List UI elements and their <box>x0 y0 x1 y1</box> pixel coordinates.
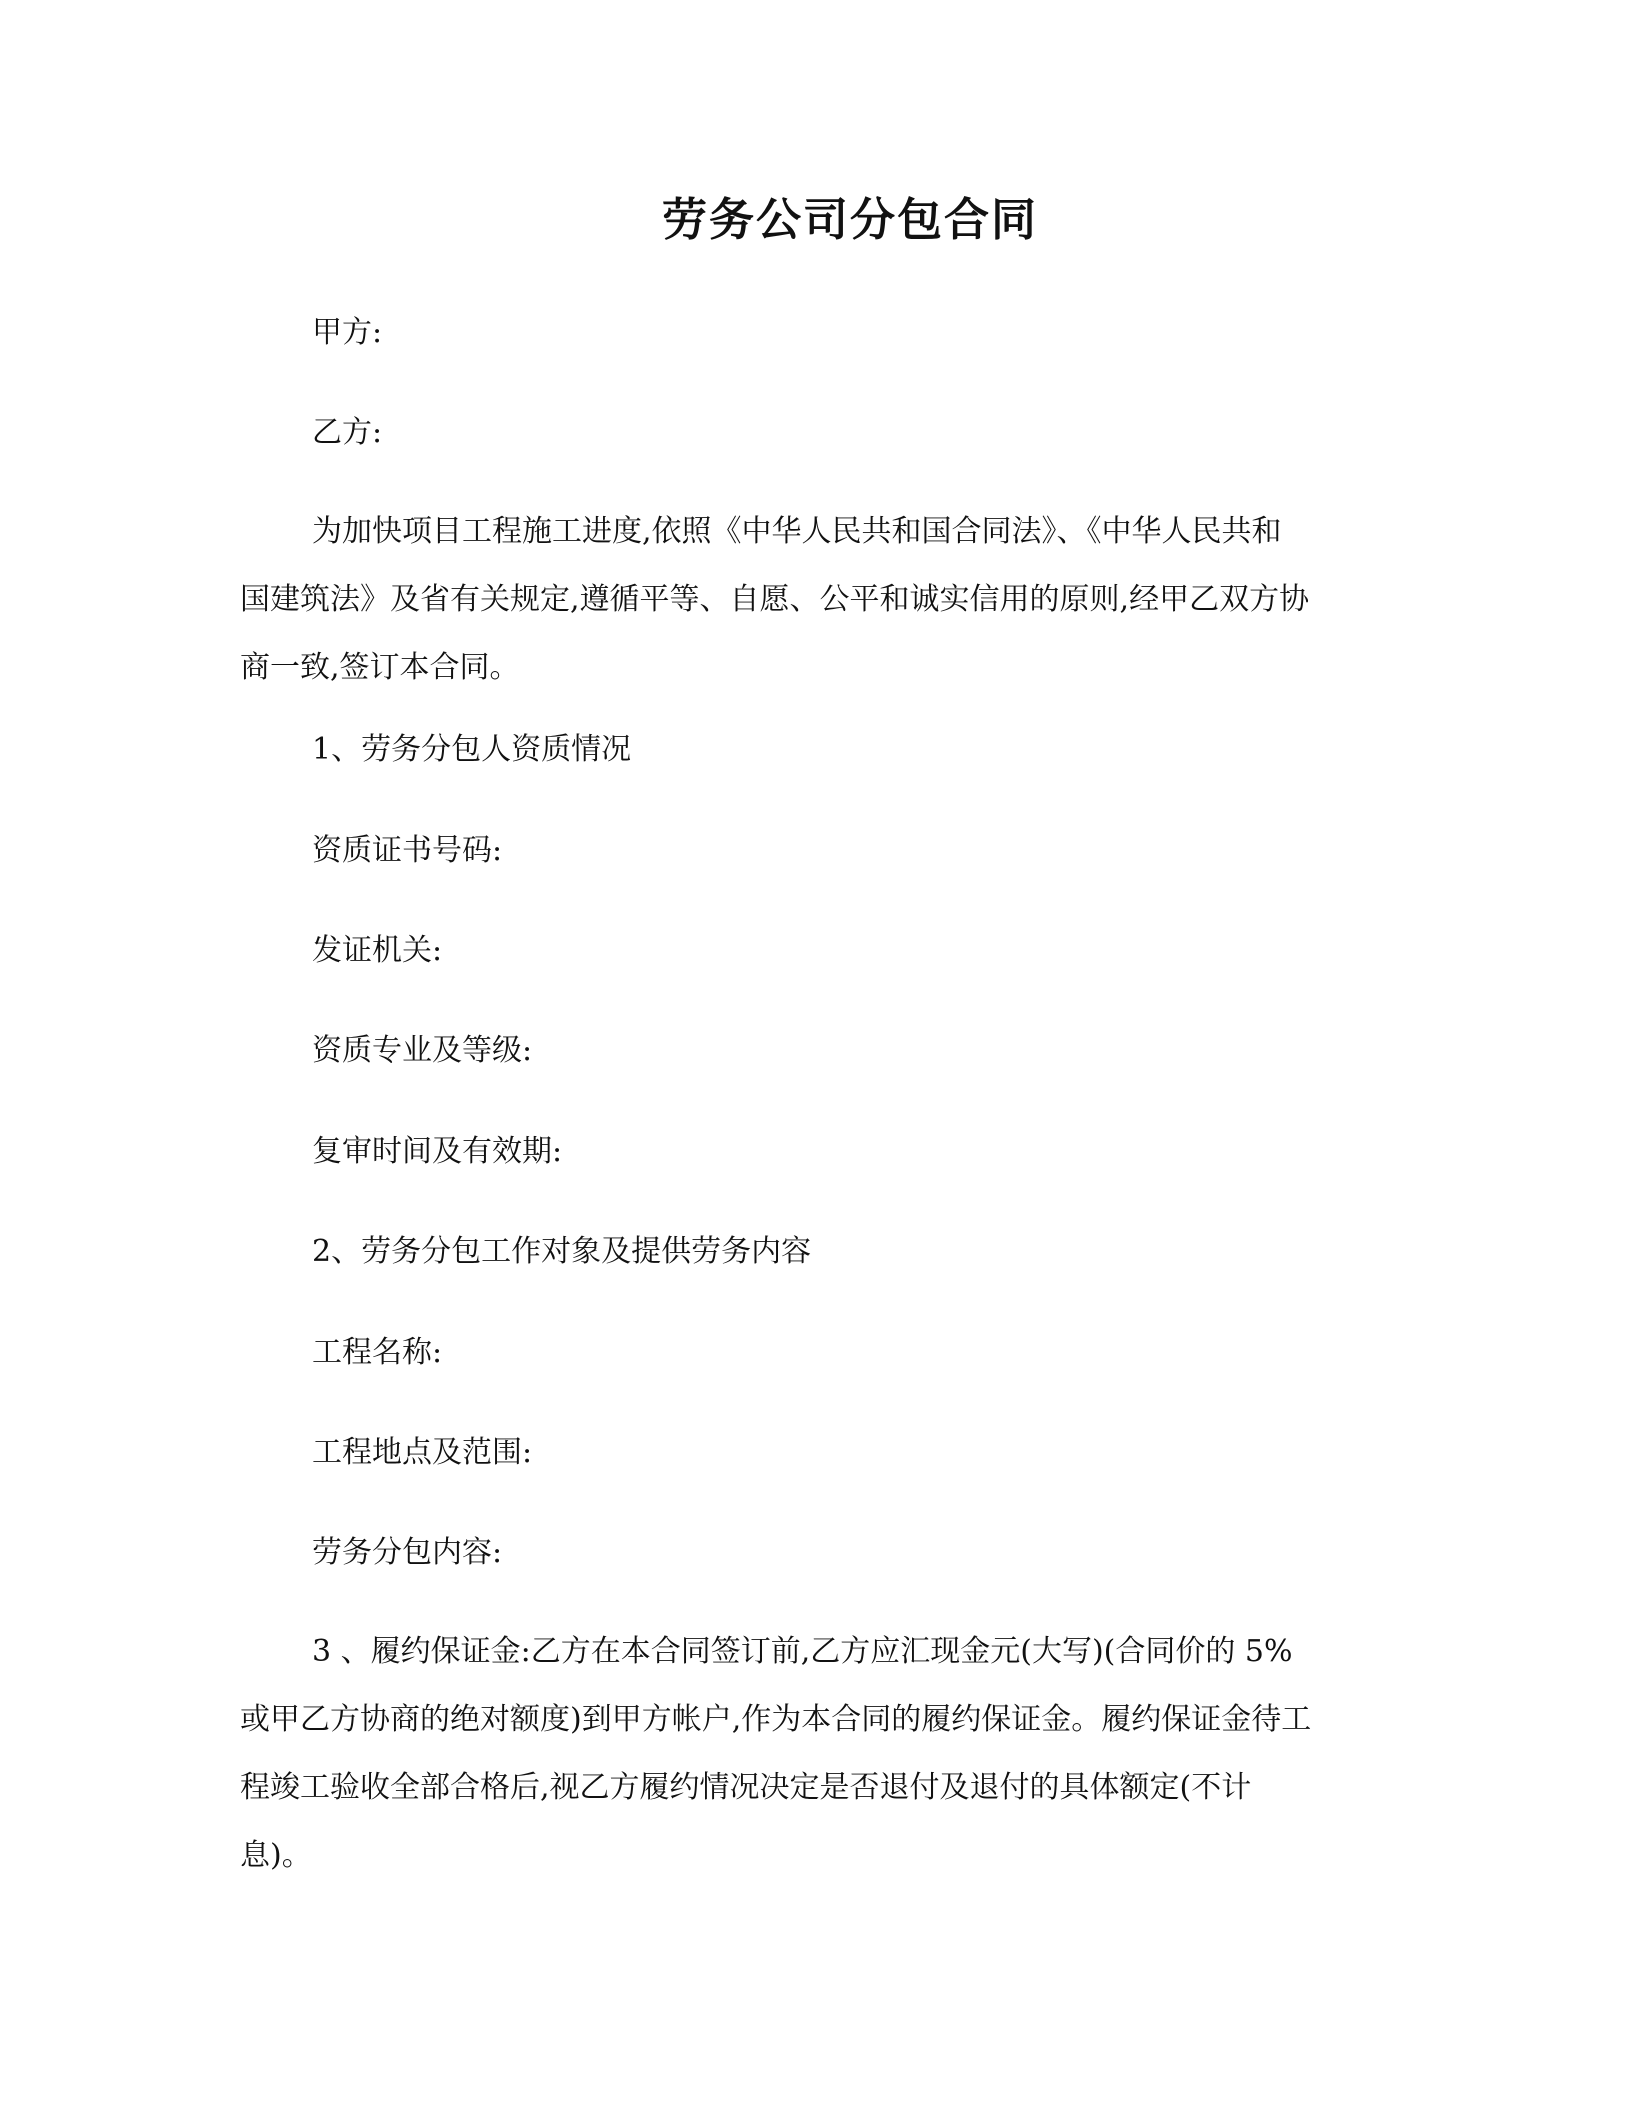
section-2-heading: 2、劳务分包工作对象及提供劳务内容 <box>312 1234 812 1269</box>
document-title: 劳务公司分包合同 <box>661 193 1038 246</box>
specialty-grade-label: 资质专业及等级: <box>312 1033 533 1068</box>
section-3-line: 或甲乙方协商的绝对额度)到甲方帐户,作为本合同的履约保证金。履约保证金待工 <box>240 1702 1312 1737</box>
intro-line: 为加快项目工程施工进度,依照《中华人民共和国合同法》、《中华人民共和 <box>312 514 1282 549</box>
section-3-line: 息)。 <box>240 1838 312 1873</box>
review-validity-label: 复审时间及有效期: <box>312 1134 563 1169</box>
section-3-line: 3 、履约保证金:乙方在本合同签订前,乙方应汇现金元(大写)(合同价的 5% <box>312 1634 1293 1669</box>
location-scope-label: 工程地点及范围: <box>312 1435 533 1470</box>
content-label: 劳务分包内容: <box>312 1535 503 1570</box>
project-name-label: 工程名称: <box>312 1335 443 1370</box>
intro-line: 国建筑法》及省有关规定,遵循平等、自愿、公平和诚实信用的原则,经甲乙双方协 <box>240 582 1310 617</box>
intro-line: 商一致,签订本合同。 <box>240 650 520 685</box>
issuer-label: 发证机关: <box>312 933 443 968</box>
cert-number-label: 资质证书号码: <box>312 833 503 868</box>
party-b-label: 乙方: <box>312 415 383 450</box>
section-3-paragraph <box>240 1618 1380 1890</box>
section-3-line: 程竣工验收全部合格后,视乙方履约情况决定是否退付及退付的具体额定(不计 <box>240 1770 1252 1805</box>
section-1-heading: 1、劳务分包人资质情况 <box>312 732 632 767</box>
party-a-label: 甲方: <box>312 315 383 350</box>
intro-paragraph <box>240 498 1380 702</box>
